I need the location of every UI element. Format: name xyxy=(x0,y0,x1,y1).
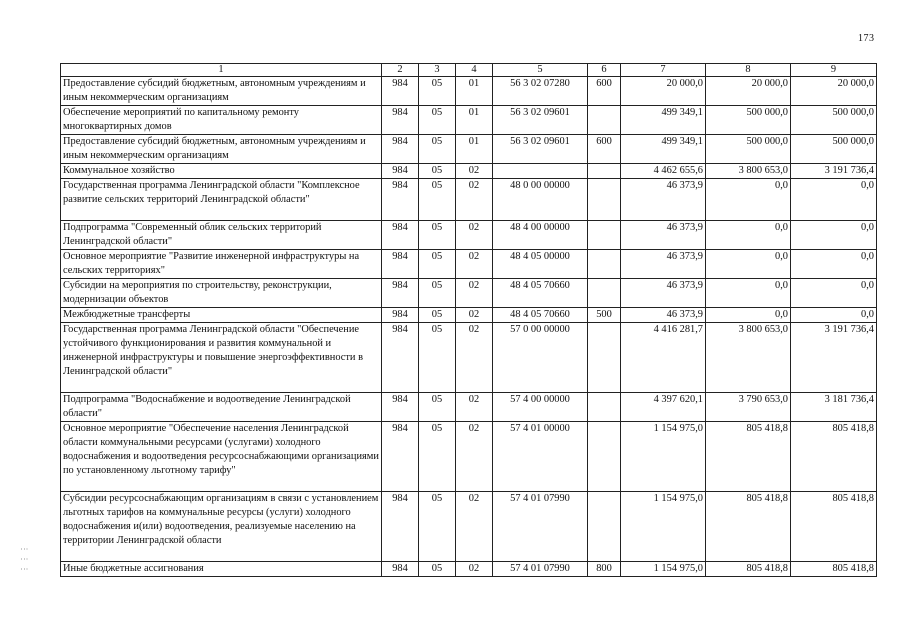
section-code: 05 xyxy=(419,179,456,221)
ministry-code: 984 xyxy=(382,562,419,577)
amount-col-9: 0,0 xyxy=(791,179,877,221)
amount-col-9: 0,0 xyxy=(791,308,877,323)
amount-col-8: 805 418,8 xyxy=(706,492,791,562)
section-code: 05 xyxy=(419,164,456,179)
section-code: 05 xyxy=(419,308,456,323)
amount-col-7: 1 154 975,0 xyxy=(621,562,706,577)
table-row xyxy=(61,422,877,492)
table-row xyxy=(61,492,877,562)
row-name: Государственная программа Ленинградской области "Комплексное развитие сельских территорий Ленинградской области" xyxy=(61,179,382,221)
amount-col-8: 500 000,0 xyxy=(706,135,791,164)
row-name: Обеспечение мероприятий по капитальному ремонту многоквартирных домов xyxy=(61,106,382,135)
table-row xyxy=(61,221,877,250)
expense-type-code: 600 xyxy=(588,135,621,164)
expense-type-code: 800 xyxy=(588,562,621,577)
target-article-code: 57 4 00 00000 xyxy=(493,393,588,422)
target-article-code xyxy=(493,164,588,179)
column-header: 2 xyxy=(382,64,419,77)
expense-type-code xyxy=(588,164,621,179)
row-name: Подпрограмма "Водоснабжение и водоотведение Ленинградской области" xyxy=(61,393,382,422)
amount-col-8: 3 800 653,0 xyxy=(706,323,791,393)
budget-table xyxy=(60,63,877,577)
amount-col-8: 3 800 653,0 xyxy=(706,164,791,179)
row-name: Коммунальное хозяйство xyxy=(61,164,382,179)
ministry-code: 984 xyxy=(382,492,419,562)
table-row xyxy=(61,164,877,179)
amount-col-7: 46 373,9 xyxy=(621,308,706,323)
table-row xyxy=(61,106,877,135)
amount-col-9: 500 000,0 xyxy=(791,135,877,164)
column-header: 9 xyxy=(791,64,877,77)
table-row xyxy=(61,308,877,323)
target-article-code: 48 4 00 00000 xyxy=(493,221,588,250)
section-code: 05 xyxy=(419,422,456,492)
row-name: Государственная программа Ленинградской области "Обеспечение устойчивого функционирования и развития коммунальной и инженерной инфраструктуры и повышение энергоэффективности в Ленинградской области" xyxy=(61,323,382,393)
amount-col-9: 3 191 736,4 xyxy=(791,323,877,393)
ministry-code: 984 xyxy=(382,250,419,279)
amount-col-9: 0,0 xyxy=(791,279,877,308)
column-header: 6 xyxy=(588,64,621,77)
expense-type-code: 600 xyxy=(588,77,621,106)
section-code: 05 xyxy=(419,135,456,164)
row-name: Субсидии на мероприятия по строительству, реконструкции, модернизации объектов xyxy=(61,279,382,308)
section-code: 05 xyxy=(419,77,456,106)
target-article-code: 56 3 02 09601 xyxy=(493,106,588,135)
subsection-code: 01 xyxy=(456,106,493,135)
amount-col-9: 20 000,0 xyxy=(791,77,877,106)
amount-col-9: 805 418,8 xyxy=(791,422,877,492)
expense-type-code xyxy=(588,393,621,422)
page-number: 173 xyxy=(858,33,875,44)
subsection-code: 02 xyxy=(456,393,493,422)
table-header-row xyxy=(61,64,877,77)
subsection-code: 02 xyxy=(456,562,493,577)
row-name: Субсидии ресурсоснабжающим организациям в связи с установлением льготных тарифов на коммунальные ресурсы (услуги) холодного водоснабжения и(или) водоотведения, реализуемые населению на территории Ленинградской области xyxy=(61,492,382,562)
table-row xyxy=(61,562,877,577)
amount-col-8: 0,0 xyxy=(706,221,791,250)
table-row xyxy=(61,179,877,221)
target-article-code: 48 4 05 70660 xyxy=(493,308,588,323)
ministry-code: 984 xyxy=(382,323,419,393)
row-name: Основное мероприятие "Развитие инженерной инфраструктуры на сельских территориях" xyxy=(61,250,382,279)
subsection-code: 02 xyxy=(456,492,493,562)
column-header: 1 xyxy=(61,64,382,77)
row-name: Предоставление субсидий бюджетным, автономным учреждениям и иным некоммерческим организациям xyxy=(61,135,382,164)
table-row xyxy=(61,77,877,106)
amount-col-8: 805 418,8 xyxy=(706,562,791,577)
subsection-code: 02 xyxy=(456,221,493,250)
subsection-code: 02 xyxy=(456,323,493,393)
amount-col-9: 805 418,8 xyxy=(791,492,877,562)
section-code: 05 xyxy=(419,323,456,393)
expense-type-code xyxy=(588,250,621,279)
target-article-code: 48 0 00 00000 xyxy=(493,179,588,221)
amount-col-7: 46 373,9 xyxy=(621,179,706,221)
column-header: 7 xyxy=(621,64,706,77)
amount-col-7: 46 373,9 xyxy=(621,221,706,250)
target-article-code: 57 4 01 00000 xyxy=(493,422,588,492)
amount-col-8: 3 790 653,0 xyxy=(706,393,791,422)
target-article-code: 48 4 05 00000 xyxy=(493,250,588,279)
amount-col-7: 499 349,1 xyxy=(621,135,706,164)
amount-col-9: 3 191 736,4 xyxy=(791,164,877,179)
amount-col-9: 500 000,0 xyxy=(791,106,877,135)
amount-col-7: 46 373,9 xyxy=(621,250,706,279)
column-header: 3 xyxy=(419,64,456,77)
table-row xyxy=(61,279,877,308)
subsection-code: 02 xyxy=(456,179,493,221)
subsection-code: 02 xyxy=(456,250,493,279)
expense-type-code xyxy=(588,106,621,135)
table-row xyxy=(61,323,877,393)
table-row xyxy=(61,393,877,422)
row-name: Основное мероприятие "Обеспечение населения Ленинградской области коммунальными ресурсами (услугами) холодного водоснабжения и водоотведения ресурсоснабжающими организациями по установленному льготному тарифу" xyxy=(61,422,382,492)
section-code: 05 xyxy=(419,279,456,308)
target-article-code: 48 4 05 70660 xyxy=(493,279,588,308)
row-name: Иные бюджетные ассигнования xyxy=(61,562,382,577)
amount-col-8: 0,0 xyxy=(706,308,791,323)
amount-col-8: 805 418,8 xyxy=(706,422,791,492)
column-header: 8 xyxy=(706,64,791,77)
row-name: Предоставление субсидий бюджетным, автономным учреждениям и иным некоммерческим организациям xyxy=(61,77,382,106)
ministry-code: 984 xyxy=(382,422,419,492)
ministry-code: 984 xyxy=(382,164,419,179)
amount-col-9: 805 418,8 xyxy=(791,562,877,577)
table-row xyxy=(61,135,877,164)
ministry-code: 984 xyxy=(382,135,419,164)
ministry-code: 984 xyxy=(382,308,419,323)
amount-col-8: 0,0 xyxy=(706,179,791,221)
section-code: 05 xyxy=(419,492,456,562)
expense-type-code xyxy=(588,179,621,221)
section-code: 05 xyxy=(419,250,456,279)
target-article-code: 57 0 00 00000 xyxy=(493,323,588,393)
margin-scan-marks: ⋮ ⋮ ⋮ xyxy=(20,545,29,573)
target-article-code: 56 3 02 09601 xyxy=(493,135,588,164)
section-code: 05 xyxy=(419,221,456,250)
amount-col-7: 499 349,1 xyxy=(621,106,706,135)
subsection-code: 01 xyxy=(456,77,493,106)
amount-col-8: 0,0 xyxy=(706,250,791,279)
ministry-code: 984 xyxy=(382,279,419,308)
amount-col-7: 1 154 975,0 xyxy=(621,422,706,492)
subsection-code: 02 xyxy=(456,279,493,308)
row-name: Межбюджетные трансферты xyxy=(61,308,382,323)
column-header: 4 xyxy=(456,64,493,77)
subsection-code: 02 xyxy=(456,308,493,323)
ministry-code: 984 xyxy=(382,221,419,250)
table-body xyxy=(61,77,877,577)
amount-col-7: 4 397 620,1 xyxy=(621,393,706,422)
ministry-code: 984 xyxy=(382,106,419,135)
amount-col-7: 4 416 281,7 xyxy=(621,323,706,393)
amount-col-8: 500 000,0 xyxy=(706,106,791,135)
table-row xyxy=(61,250,877,279)
expense-type-code xyxy=(588,279,621,308)
amount-col-7: 46 373,9 xyxy=(621,279,706,308)
amount-col-7: 20 000,0 xyxy=(621,77,706,106)
section-code: 05 xyxy=(419,393,456,422)
target-article-code: 56 3 02 07280 xyxy=(493,77,588,106)
subsection-code: 02 xyxy=(456,422,493,492)
expense-type-code xyxy=(588,221,621,250)
amount-col-9: 0,0 xyxy=(791,221,877,250)
ministry-code: 984 xyxy=(382,393,419,422)
row-name: Подпрограмма "Современный облик сельских территорий Ленинградской области" xyxy=(61,221,382,250)
column-header: 5 xyxy=(493,64,588,77)
amount-col-7: 1 154 975,0 xyxy=(621,492,706,562)
expense-type-code: 500 xyxy=(588,308,621,323)
amount-col-8: 0,0 xyxy=(706,279,791,308)
subsection-code: 02 xyxy=(456,164,493,179)
subsection-code: 01 xyxy=(456,135,493,164)
amount-col-7: 4 462 655,6 xyxy=(621,164,706,179)
amount-col-9: 0,0 xyxy=(791,250,877,279)
expense-type-code xyxy=(588,422,621,492)
expense-type-code xyxy=(588,323,621,393)
section-code: 05 xyxy=(419,562,456,577)
ministry-code: 984 xyxy=(382,179,419,221)
amount-col-8: 20 000,0 xyxy=(706,77,791,106)
section-code: 05 xyxy=(419,106,456,135)
target-article-code: 57 4 01 07990 xyxy=(493,562,588,577)
amount-col-9: 3 181 736,4 xyxy=(791,393,877,422)
target-article-code: 57 4 01 07990 xyxy=(493,492,588,562)
expense-type-code xyxy=(588,492,621,562)
ministry-code: 984 xyxy=(382,77,419,106)
